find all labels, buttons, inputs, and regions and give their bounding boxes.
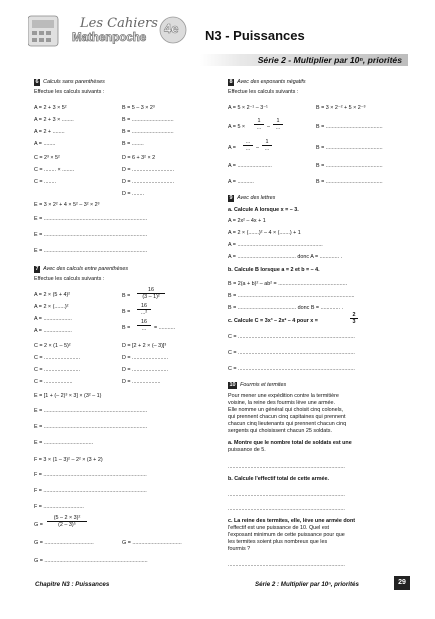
- fraction-numerator: (5 – 2 × 3)²: [53, 515, 81, 521]
- exercise-8-header: [228, 79, 306, 86]
- calc-line: C = ..............................................................................: [228, 366, 355, 372]
- exercise-title: Avec des exposants négatifs: [237, 79, 306, 85]
- series-banner: [200, 54, 408, 66]
- exercise-number: 10: [229, 382, 236, 388]
- calc-line: C = ........: [34, 179, 57, 185]
- calc-line: C = ..............................................................................: [228, 334, 355, 340]
- question: fourmis ?: [228, 546, 251, 552]
- calc-line: B = ......................................: [316, 163, 383, 169]
- fraction-numerator: 16: [148, 287, 154, 293]
- calc-line: B = 3 × 2⁻² + 5 × 2⁻³: [316, 105, 366, 111]
- calc-line: B = ..............................................................................: [228, 293, 355, 299]
- calc-line: A = 2 + 3 × 5²: [34, 105, 67, 111]
- fraction: [350, 312, 358, 325]
- fraction: [47, 515, 87, 528]
- calc-line: G = .................................: [34, 540, 94, 546]
- calc-label: B =: [122, 325, 131, 331]
- calc-line: B = 2(a + b)² – ab² = ..............................................: [228, 281, 348, 287]
- calc-label: A = 5 ×: [228, 124, 246, 130]
- fraction-denominator: (3 – 1)²: [137, 293, 165, 300]
- page-title: N3 - Puissances: [205, 28, 305, 43]
- question: b. Calcule B lorsque a = 2 et b = – 4.: [228, 267, 320, 273]
- exercise-number: 7: [35, 266, 39, 272]
- fraction-denominator: ...: [262, 145, 272, 152]
- fraction-denominator: ...: [273, 124, 283, 131]
- paragraph-line: voisine, la reine des fourmis lève une armée.: [228, 400, 335, 406]
- calc-line: B = ......................................: [316, 124, 383, 130]
- calc-line: A = .........................................................: [228, 242, 323, 248]
- series-title: Série 2 - Multiplier par 10ⁿ, priorités: [257, 55, 402, 65]
- calc-line: D = ...................: [122, 379, 161, 385]
- calc-line: C = ........................: [34, 355, 80, 361]
- calc-line: B = 5 – 3 × 2³: [122, 105, 155, 111]
- exercise-number: 8: [229, 79, 233, 85]
- fraction-numerator: 1: [265, 139, 269, 145]
- exercise-7-header: [34, 266, 128, 273]
- calc-line: E = .....................................................................: [34, 232, 148, 238]
- question: b. Calcule l'effectif total de cette armée.: [228, 476, 330, 482]
- footer-chapter: Chapitre N3 : Puissances: [35, 581, 110, 588]
- exercise-10-header: [228, 382, 286, 389]
- calc-line: D = ............................: [122, 167, 174, 173]
- calc-line: = ...........: [154, 325, 176, 331]
- answer-line: ..............................................................................: [228, 464, 345, 470]
- calc-line: A = 2 × (.......)²: [34, 304, 69, 310]
- logo-line2: Mathenpoche: [72, 32, 147, 44]
- question: les termites soient plus nombreux que les: [228, 539, 328, 545]
- calc-line: A = 2 × (.......)² – 4 × (.......) + 1: [228, 230, 301, 236]
- calc-line: D = ........................: [122, 367, 168, 373]
- calc-label: A =: [228, 145, 236, 151]
- calc-line: E = .....................................................................: [34, 408, 148, 414]
- fraction: [273, 118, 283, 131]
- fraction-denominator: (2 – 3)⁵: [47, 521, 87, 528]
- exercise-title: Avec des lettres: [237, 195, 276, 201]
- exercise-9-header: [228, 195, 275, 202]
- calc-line: D = ........: [122, 191, 145, 197]
- calc-line: A = ........: [34, 141, 56, 147]
- paragraph-line: sergents qui choisissent chacun 25 soldats.: [228, 428, 332, 434]
- answer-line: ..............................................................................: [228, 506, 345, 512]
- calc-line: A = ...........: [228, 179, 254, 185]
- calc-line: E = .....................................................................: [34, 216, 148, 222]
- calc-line: F = ...........................: [34, 504, 84, 510]
- fraction: [262, 139, 272, 152]
- calc-line: A = 5 × 2⁻¹ – 3⁻¹: [228, 105, 268, 111]
- logo-line1: Les Cahiers: [80, 16, 158, 31]
- calc-line: B = ........: [122, 141, 144, 147]
- calc-line: F = .....................................................................: [34, 472, 147, 478]
- calc-label: B =: [122, 309, 131, 315]
- fraction-numerator: 1: [276, 118, 280, 124]
- calc-line: A = ....................................... donc A = ............. .: [228, 254, 343, 260]
- question: c. La reine des termites, elle, lève une armée dont: [228, 518, 356, 524]
- calc-line: A = ...................: [34, 316, 72, 322]
- fraction-numerator: 2: [352, 312, 356, 318]
- calc-line: C = ........................: [34, 367, 80, 373]
- calc-line: G = .................................: [122, 540, 182, 546]
- exercise-intro: Effectue les calculs suivants :: [34, 89, 105, 95]
- fraction-numerator: 16: [141, 319, 147, 325]
- calc-label: G =: [34, 522, 43, 528]
- fraction-numerator: 1: [257, 118, 261, 124]
- exercise-intro: Effectue les calculs suivants :: [34, 276, 105, 282]
- paragraph-line: Elle nomme un général qui choisit cinq colonels,: [228, 407, 344, 413]
- question: a. Montre que le nombre total de soldats est une: [228, 440, 352, 446]
- question: puissance de 5.: [228, 447, 266, 453]
- exercise-title: Fourmis et termites: [240, 382, 287, 388]
- paragraph-line: chacun cinq lieutenants qui prennent chacun cinq: [228, 421, 347, 427]
- question: c. Calcule C = 3x³ – 2x² – 4 pour x =: [228, 318, 318, 324]
- paragraph-line: Pour mener une expédition contre la termitière: [228, 393, 339, 399]
- calc-line: D = ............................: [122, 179, 174, 185]
- question: l'exposant minimum de cette puissance pour que: [228, 532, 345, 538]
- calc-line: C = ...................: [34, 379, 73, 385]
- calc-line: E = .................................: [34, 440, 94, 446]
- exercise-number: 6: [35, 79, 39, 85]
- fraction: [137, 319, 151, 332]
- calc-line: A = ...................: [34, 328, 72, 334]
- answer-line: ..............................................................................: [228, 492, 345, 498]
- calc-label: B =: [122, 293, 131, 299]
- logo: [28, 14, 198, 48]
- fraction-numerator: ...: [245, 139, 251, 145]
- fraction-denominator: ...: [254, 124, 264, 131]
- logo-badge: 4e: [164, 21, 179, 36]
- answer-line: ..............................................................................: [228, 562, 345, 568]
- calc-line: A = 2 + ........: [34, 129, 65, 135]
- calc-line: F = .....................................................................: [34, 488, 147, 494]
- calc-line: G = .....................................................................: [34, 558, 148, 564]
- fraction-denominator: ...: [137, 325, 151, 332]
- fraction: [137, 303, 151, 316]
- exercise-intro: Effectue les calculs suivants :: [228, 89, 299, 95]
- calc-line: B = ............................: [122, 129, 174, 135]
- footer-series: Série 2 : Multiplier par 10ⁿ, priorités: [255, 581, 359, 588]
- calc-line: C = 2 × (1 – 5)²: [34, 343, 71, 349]
- calc-line: C = ........ × ........: [34, 167, 75, 173]
- calc-line: E = .....................................................................: [34, 248, 148, 254]
- exercise-title: Avec des calculs entre parenthèses: [43, 266, 129, 272]
- exercise-6-header: [34, 79, 105, 86]
- question: l'effectif est une puissance de 10. Quel est: [228, 525, 330, 531]
- calc-line: A = 2 + 3 × ........: [34, 117, 74, 123]
- exercise-title: Calculs sans parenthèses: [43, 79, 105, 85]
- calc-line: E = .....................................................................: [34, 424, 148, 430]
- calc-line: E = [1 + (– 2)³ × 3] × (3² – 1): [34, 393, 102, 399]
- calc-operator: –: [267, 124, 270, 130]
- calc-line: F = 3 × (1 – 3)² – 2² × (3 + 2): [34, 457, 103, 463]
- calc-line: A = 2x² – 4x + 1: [228, 218, 266, 224]
- calc-line: B = ......................................: [316, 145, 383, 151]
- calc-operator: –: [256, 145, 259, 151]
- calc-line: B = ......................................: [316, 179, 383, 185]
- calc-line: B = ............................: [122, 117, 174, 123]
- calc-line: C = 2³ × 5²: [34, 155, 60, 161]
- calc-line: D = [2 + 2 × (– 3)]³: [122, 343, 167, 349]
- page-number: 29: [394, 576, 410, 590]
- calc-line: A = .......................: [228, 163, 272, 169]
- calc-line: E = 3 × 2² + 4 × 5² – 3² × 2³: [34, 202, 100, 208]
- fraction: [254, 118, 264, 131]
- question: a. Calcule A lorsque x = – 3.: [228, 207, 299, 213]
- calc-line: A = 2 × (5 + 4)²: [34, 292, 71, 298]
- calc-line: D = 6 + 3² × 2: [122, 155, 156, 161]
- fraction: [137, 287, 165, 300]
- exercise-number: 9: [229, 195, 233, 201]
- fraction-denominator: ...: [243, 145, 253, 152]
- fraction-numerator: 16: [141, 303, 147, 309]
- fraction: [243, 139, 253, 152]
- calc-line: C = ..............................................................................: [228, 350, 355, 356]
- fraction-denominator: 3: [350, 318, 358, 325]
- calc-line: B = ....................................... donc B = ............. .: [228, 305, 344, 311]
- calc-line: D = ........................: [122, 355, 168, 361]
- fraction-denominator: ...²: [137, 309, 151, 316]
- paragraph-line: qui prennent chacun cinq capitaines qui prennent: [228, 414, 346, 420]
